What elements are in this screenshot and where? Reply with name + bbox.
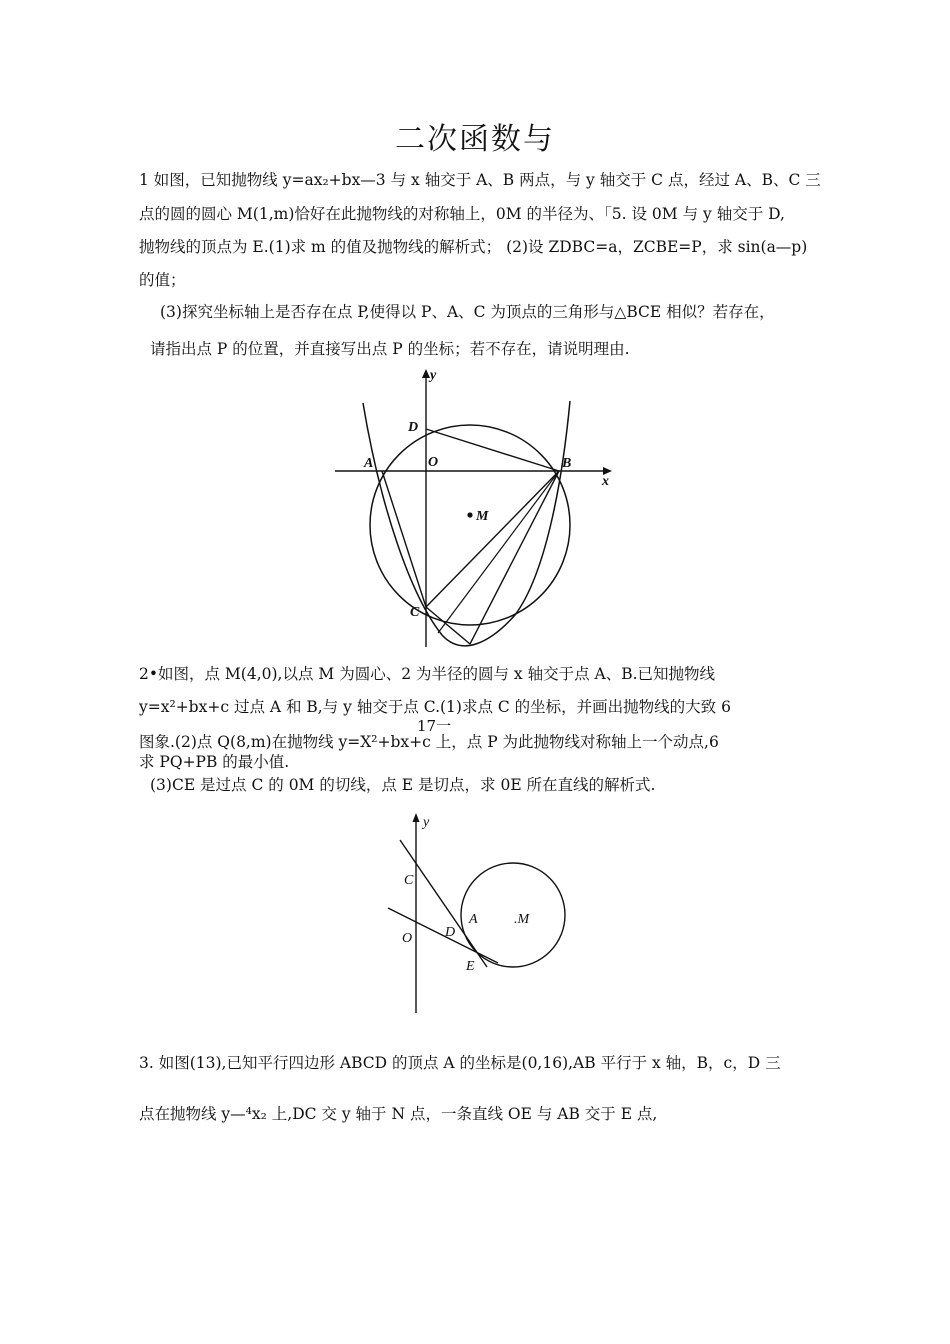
fig1-label-y: y [430,368,437,383]
problem3-line-2: 点在抛物线 y—⁴x₂ 上,DC 交 y 轴于 N 点，一条直线 OE 与 AB 交于 E 点, [139,1105,658,1123]
problem3-line-1: 3. 如图(13),已知平行四边形 ABCD 的顶点 A 的坐标是(0,16),AB 平行于 x 轴，B，c，D 三 [139,1054,781,1072]
problem2-line-2: y=x²+bx+c 过点 A 和 B,与 y 轴交于点 C.(1)求点 C 的坐标，并画出抛物线的大致 6 [139,698,731,716]
problem2-line-4: 求 PQ+PB 的最小值. [139,753,290,771]
fig1-label-D: D [408,420,419,435]
page-title: 二次函数与 [395,122,555,157]
fig2-label-y: y [423,815,430,830]
problem1-line-4: 的值； [139,271,186,289]
figure-1-parabola-circle [330,365,620,655]
figure-2-circle-tangent [380,805,570,1020]
problem2-line-5: (3)CE 是过点 C 的 0M 的切线，点 E 是切点，求 0E 所在直线的解析式. [150,776,656,794]
problem1-line-1: 1 如图，已知抛物线 y=ax₂+bx—3 与 x 轴交于 A、B 两点，与 y 轴交于 C 点，经过 A、B、C 三 [139,171,821,189]
fig2-label-C: C [404,873,414,888]
problem1-line-3: 抛物线的顶点为 E.(1)求 m 的值及抛物线的解析式； (2)设 ZDBC=a，ZCBE=P，求 sin(a—p) [139,238,808,256]
fig1-label-A: A [364,456,374,471]
fig2-label-M: .M [514,912,530,927]
problem1-line-2: 点的圆的圆心 M(1,m)恰好在此抛物线的对称轴上，0M 的半径为、「5. 设 0M 与 y 轴交于 D, [139,205,785,223]
fig1-label-M: M [476,509,489,524]
fig1-label-C: C [410,605,420,620]
fig1-label-x: x [602,474,609,489]
fig2-label-D: D [445,925,456,940]
problem2-line-1: 2•如图，点 M(4,0),以点 M 为圆心、2 为半径的圆与 x 轴交于点 A、B.已知抛物线 [139,665,716,683]
problem1-line-5: (3)探究坐标轴上是否存在点 P,使得以 P、A、C 为顶点的三角形与△BCE 相似？若存在， [160,303,775,321]
fig1-label-B: B [562,456,572,471]
problem2-line-3: 图象.(2)点 Q(8,m)在抛物线 y=X²+bx+c 上，点 P 为此抛物线对称轴上一个动点,6 [139,733,719,751]
fig2-label-O: O [402,931,413,946]
fig2-label-A: A [469,912,478,927]
page-marker: 17一 [417,717,452,735]
fig1-label-O: O [428,455,439,470]
fig2-label-E: E [466,959,475,974]
problem1-line-6: 请指出点 P 的位置，并直接写出点 P 的坐标；若不存在，请说明理由. [150,340,630,358]
